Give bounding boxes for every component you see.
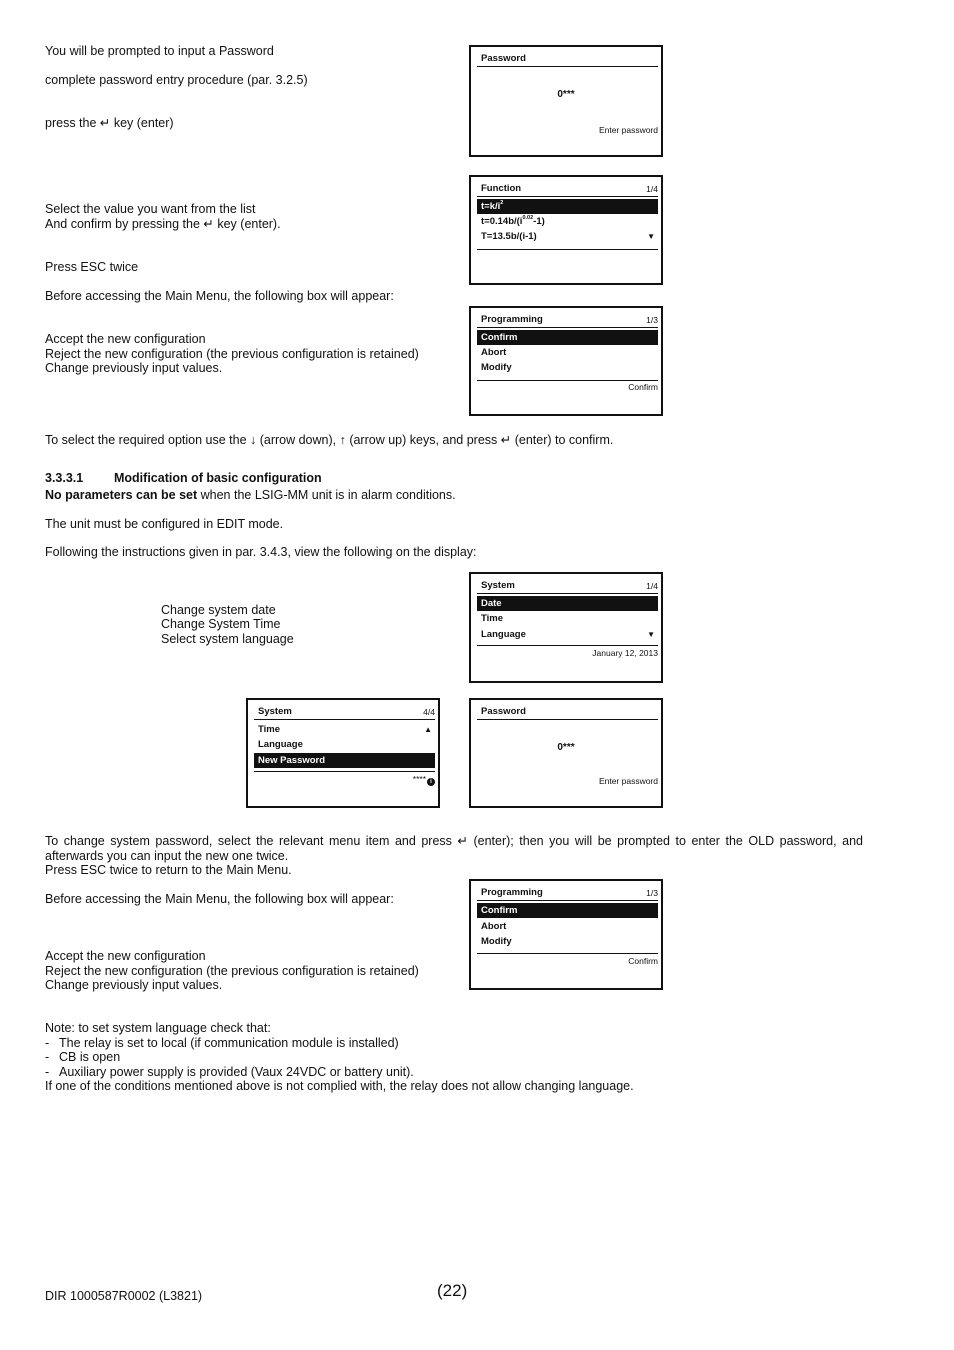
lcd-password-screen	[469, 45, 663, 157]
programming-line-3: Change previously input values.	[45, 361, 223, 375]
lcd-title: Password	[481, 53, 526, 64]
lcd-programming-screen	[469, 879, 663, 990]
password-value: 0***	[557, 742, 575, 753]
lcd-header	[477, 579, 658, 594]
lcd-header	[477, 886, 658, 901]
lcd-title: Function	[481, 183, 522, 194]
intro-line-2: complete password entry procedure (par. 3.2.5)	[45, 73, 308, 87]
modify-option[interactable]: Modify	[481, 936, 512, 947]
modify-option[interactable]: Modify	[481, 362, 512, 373]
info-icon: i	[427, 778, 435, 786]
arrow-instruction: To select the required option use the ↓ (arrow down), ↑ (arrow up) keys, and press ↵ (enter) to confirm.	[45, 433, 614, 447]
note-item-2: CB is open	[59, 1050, 121, 1064]
lcd-page-indicator: 1/4	[646, 184, 658, 194]
lcd-menu-item[interactable]: T=13.5b/(i-1) ▼	[481, 231, 655, 242]
lcd-header	[477, 705, 658, 720]
page-number: (22)	[437, 1281, 468, 1300]
edit-mode-note: The unit must be configured in EDIT mode.	[45, 517, 284, 531]
lcd-header	[477, 313, 658, 328]
lcd-menu-item[interactable]: $t=0.14b/(i^{0.02}-1)$	[481, 215, 545, 227]
lcd-password-screen	[469, 698, 663, 808]
note-item-1: The relay is set to local (if communication module is installed)	[59, 1036, 399, 1050]
system-line-1: Change system date	[161, 603, 276, 617]
lcd-page-indicator: 1/3	[646, 315, 658, 325]
scroll-down-icon: ▼	[647, 232, 655, 241]
lcd-programming-screen	[469, 306, 663, 416]
alarm-note: No parameters can be set when the LSIG-MM unit is in alarm conditions.	[45, 488, 456, 502]
lcd-separator	[477, 249, 658, 250]
abort-option[interactable]: Abort	[481, 921, 507, 932]
lcd-footer: Confirm	[628, 382, 658, 392]
lcd-separator	[254, 771, 435, 772]
lcd-function-screen	[469, 175, 663, 285]
function-line-3: Press ESC twice	[45, 260, 139, 274]
intro-line-1: You will be prompted to input a Password	[45, 44, 274, 58]
password-change-esc: Press ESC twice to return to the Main Menu.	[45, 863, 292, 877]
time-option[interactable]: Time ▲	[258, 724, 432, 735]
date-option[interactable]: Date	[477, 596, 658, 611]
lcd-title: Programming	[481, 887, 543, 898]
lcd-footer: **** i	[413, 774, 435, 786]
abort-option[interactable]: Abort	[481, 347, 507, 358]
lcd-footer: January 12, 2013	[592, 648, 658, 658]
password-value: 0***	[557, 89, 575, 100]
new-password-option[interactable]: New Password	[254, 753, 435, 768]
function-line-4: Before accessing the Main Menu, the following box will appear:	[45, 289, 394, 303]
note-item-3: Auxiliary power supply is provided (Vaux 24VDC or battery unit).	[59, 1065, 414, 1079]
lcd-footer: Confirm	[628, 956, 658, 966]
lcd-menu-item[interactable]: $t=k/i^2$	[477, 199, 658, 214]
lcd-page-indicator: 1/4	[646, 581, 658, 591]
password-change-paragraph: To change system password, select the relevant menu item and press ↵ (enter); then you will be prompted to enter the OLD password, and afterwards you can input the new one twice.	[45, 834, 863, 863]
lcd-system-screen	[469, 572, 663, 683]
programming-line-2: Reject the new configuration (the previous configuration is retained)	[45, 964, 419, 978]
programming-line-3: Change previously input values.	[45, 978, 223, 992]
note-bullet-dash: -	[45, 1050, 50, 1064]
note-bullet-dash: -	[45, 1036, 50, 1050]
scroll-down-icon: ▼	[647, 630, 655, 639]
lcd-footer: Enter password	[598, 125, 658, 135]
lcd-separator	[477, 380, 658, 381]
lcd-title: Password	[481, 706, 526, 717]
language-option[interactable]: Language ▼	[481, 629, 655, 640]
system-line-2: Change System Time	[161, 617, 281, 631]
section-title: Modification of basic configuration	[114, 471, 322, 485]
confirm-option[interactable]: Confirm	[477, 330, 658, 345]
lcd-page-indicator: 1/3	[646, 888, 658, 898]
lcd-title: System	[481, 580, 515, 591]
time-option[interactable]: Time	[481, 613, 504, 624]
document-id: DIR 1000587R0002 (L3821)	[45, 1289, 203, 1303]
password-change-box-note: Before accessing the Main Menu, the following box will appear:	[45, 892, 394, 906]
lcd-header	[477, 182, 658, 197]
lcd-header	[254, 705, 435, 720]
intro-line-3: press the ↵ key (enter)	[45, 116, 174, 130]
confirm-option[interactable]: Confirm	[477, 903, 658, 918]
lcd-separator	[477, 645, 658, 646]
programming-line-2: Reject the new configuration (the previous configuration is retained)	[45, 347, 419, 361]
programming-line-1: Accept the new configuration	[45, 949, 206, 963]
function-line-2: And confirm by pressing the ↵ key (enter).	[45, 217, 281, 231]
section-number: 3.3.3.1	[45, 471, 84, 485]
lcd-title: System	[258, 706, 292, 717]
note-bullet-dash: -	[45, 1065, 50, 1079]
lcd-title: Programming	[481, 314, 543, 325]
system-line-3: Select system language	[161, 632, 294, 646]
note-conclusion: If one of the conditions mentioned above is not complied with, the relay does not allow changing language.	[45, 1079, 634, 1093]
lcd-header	[477, 52, 658, 67]
language-option[interactable]: Language	[258, 739, 303, 750]
lcd-page-indicator: 4/4	[423, 707, 435, 717]
note-intro: Note: to set system language check that:	[45, 1021, 271, 1035]
scroll-up-icon: ▲	[424, 725, 432, 734]
lcd-separator	[477, 953, 658, 954]
lcd-footer: Enter password	[598, 776, 658, 786]
instructions-note: Following the instructions given in par. 3.4.3, view the following on the display:	[45, 545, 477, 559]
function-line-1: Select the value you want from the list	[45, 202, 256, 216]
lcd-system-password-screen	[246, 698, 440, 808]
programming-line-1: Accept the new configuration	[45, 332, 206, 346]
